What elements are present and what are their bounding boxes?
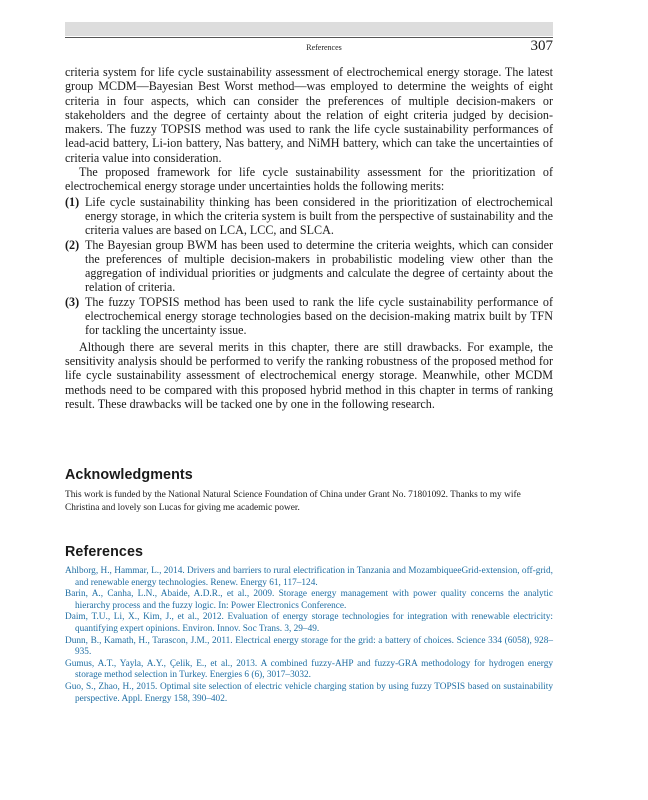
- paragraph-2: The proposed framework for life cycle sustainability assessment for the prioritization of electrochemical energy storage under uncertainties holds the following merits:: [65, 165, 553, 194]
- acknowledgments-heading: Acknowledgments: [65, 467, 193, 483]
- paragraph-3: Although there are several merits in this chapter, there are still drawbacks. For example, the sensitivity analysis should be performed to verify the ranking robustness of the proposed method for life cycle sustainability assessment of electrochemical energy storage. Meanwhile, other MCDM methods need to be compared with this proposed hybrid method in this chapter in terms of ranking result. These drawbacks will be tacked one by one in the following research.: [65, 339, 553, 411]
- reference-item[interactable]: Guo, S., Zhao, H., 2015. Optimal site selection of electric vehicle charging station by using fuzzy TOPSIS based on sustainability perspective. Appl. Energy 158, 390–402.: [65, 681, 553, 704]
- merit-text: Life cycle sustainability thinking has been considered in the prioritization of electrochemical energy storage, in which the criteria system is built from the perspective of sustainability and the criteria values are based on LCA, LCC, and SLCA.: [85, 194, 553, 238]
- paragraph-1: criteria system for life cycle sustainability assessment of electrochemical energy storage. The latest group MCDM—Bayesian Best Worst method—was employed to determine the weights of eight criteria in four aspects, which can consider the preferences of multiple decision-makers or stakeholders and the degree of certainty about the relation of eight criteria judged by decision-makers. The fuzzy TOPSIS method was used to rank the life cycle sustainability performances of lead-acid battery, Li-ion battery, Nas battery, and NiMH battery, which can take the uncertainties of criteria value into consideration.: [65, 65, 553, 165]
- merit-item: [65, 295, 553, 338]
- body-text: [65, 65, 553, 411]
- page-number: 307: [530, 38, 553, 54]
- merit-text: The fuzzy TOPSIS method has been used to rank the life cycle sustainability performance of electrochemical energy storage technologies based on the decision-making matrix built by TFN for tackling the uncertainty issue.: [85, 294, 553, 338]
- merit-number: (3): [65, 294, 80, 309]
- reference-item[interactable]: Dunn, B., Kamath, H., Tarascon, J.M., 2011. Electrical energy storage for the grid: a battery of choices. Science 334 (6058), 928–935.: [65, 635, 553, 658]
- merits-list: [65, 195, 553, 338]
- reference-item[interactable]: Barin, A., Canha, L.N., Abaide, A.D.R., et al., 2009. Storage energy management with power quality concerns the analytic hierarchy process and the fuzzy logic. In: Power Electronics Conference.: [65, 589, 553, 611]
- merit-item: [65, 195, 553, 238]
- reference-item[interactable]: Gumus, A.T., Yayla, A.Y., Çelik, E., et al., 2013. A combined fuzzy-AHP and fuzzy-GRA methodology for hydrogen energy storage method selection in Turkey. Energies 6 (6), 3017–3032.: [65, 658, 553, 681]
- merit-text: The Bayesian group BWM has been used to determine the criteria weights, which can consider the preferences of multiple decision-makers in probabilistic modeling view other than the aggregation of individual priorities or judgments and calculate the degree of certainty about the relation of criteria.: [85, 237, 553, 295]
- header-band: [65, 22, 553, 36]
- reference-list: [65, 566, 553, 705]
- running-head: References: [306, 43, 342, 52]
- reference-item[interactable]: Daim, T.U., Li, X., Kim, J., et al., 2012. Evaluation of energy storage technologies for integration with renewable electricity: quantifying expert opinions. Environ. Innov. Soc Trans. 3, 29–49.: [65, 612, 553, 634]
- merit-number: (1): [65, 194, 80, 209]
- reference-item[interactable]: Ahlborg, H., Hammar, L., 2014. Drivers and barriers to rural electrification in Tanzania and MozambiqueeGrid-extension, off-grid, and renewable energy technologies. Renew. Energy 61, 117–124.: [65, 566, 553, 588]
- references-heading: References: [65, 544, 144, 560]
- header-rule: [65, 37, 553, 38]
- acknowledgments-text: This work is funded by the National Natural Science Foundation of China under Grant No. 71801092. Thanks to my wife Christina and lovely son Lucas for giving me academic power.: [65, 490, 521, 513]
- merit-number: (2): [65, 237, 80, 252]
- merit-item: [65, 238, 553, 295]
